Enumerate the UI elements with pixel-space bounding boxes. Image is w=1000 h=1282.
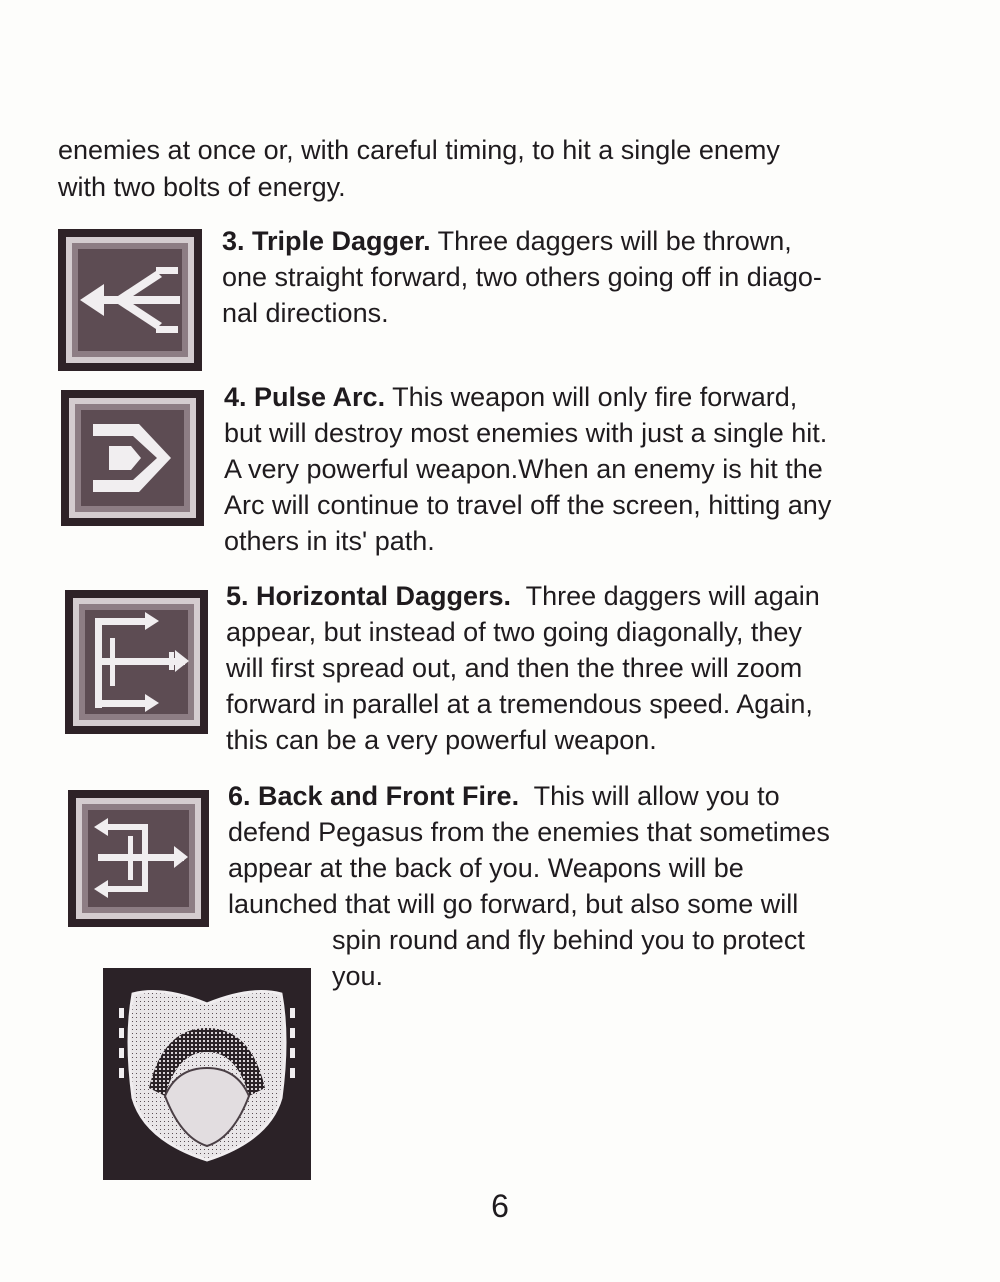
weapon-6-line-4: launched that will go forward, but also some will xyxy=(228,889,799,919)
weapon-6-line-1: This will allow you to xyxy=(533,781,780,811)
weapon-4-block xyxy=(224,379,831,559)
weapon-4-line-5: others in its' path. xyxy=(224,526,435,556)
triple-dagger-icon xyxy=(58,229,202,371)
weapon-5-line-5: this can be a very powerful weapon. xyxy=(226,725,657,755)
weapon-4-line-1: This weapon will only fire forward, xyxy=(392,382,798,412)
weapon-5-line-1: Three daggers will again xyxy=(525,581,820,611)
horizontal-daggers-icon xyxy=(65,590,208,734)
weapon-6-line-6: you. xyxy=(332,961,384,991)
weapon-6-line-3: appear at the back of you. Weapons will be xyxy=(228,853,744,883)
weapon-4-line-2: but will destroy most enemies with just a single hit. xyxy=(224,418,828,448)
weapon-5-line-4: forward in parallel at a tremendous speed. Again, xyxy=(226,689,813,719)
back-and-front-fire-icon xyxy=(68,790,209,927)
page-number: 6 xyxy=(491,1188,509,1224)
intro-line-1: enemies at once or, with careful timing, to hit a single enemy xyxy=(58,135,780,165)
weapon-6-block xyxy=(228,778,830,922)
weapon-3-line-1: Three daggers will be thrown, xyxy=(437,226,792,256)
weapon-5-title: 5. Horizontal Daggers. xyxy=(226,581,512,611)
weapon-5-line-3: will first spread out, and then the three will zoom xyxy=(226,653,803,683)
weapon-3-block xyxy=(222,223,822,331)
weapon-5-line-2: appear, but instead of two going diagonally, they xyxy=(226,617,802,647)
intro-line-2: with two bolts of energy. xyxy=(58,172,346,202)
weapon-4-title: 4. Pulse Arc. xyxy=(224,382,386,412)
weapon-3-line-2: one straight forward, two others going off in diago- xyxy=(222,262,822,292)
weapon-4-line-3: A very powerful weapon.When an enemy is hit the xyxy=(224,454,823,484)
weapon-3-line-3: nal directions. xyxy=(222,298,389,328)
weapon-4-line-4: Arc will continue to travel off the screen, hitting any xyxy=(224,490,832,520)
weapon-6-continued xyxy=(332,922,805,994)
pulse-arc-icon xyxy=(61,390,204,526)
weapon-6-title: 6. Back and Front Fire. xyxy=(228,781,520,811)
weapon-6-line-5: spin round and fly behind you to protect xyxy=(332,925,805,955)
weapon-5-block xyxy=(226,578,820,758)
weapon-6-line-2: defend Pegasus from the enemies that sometimes xyxy=(228,817,830,847)
shield-icon xyxy=(103,968,311,1180)
weapon-3-title: 3. Triple Dagger. xyxy=(222,226,431,256)
